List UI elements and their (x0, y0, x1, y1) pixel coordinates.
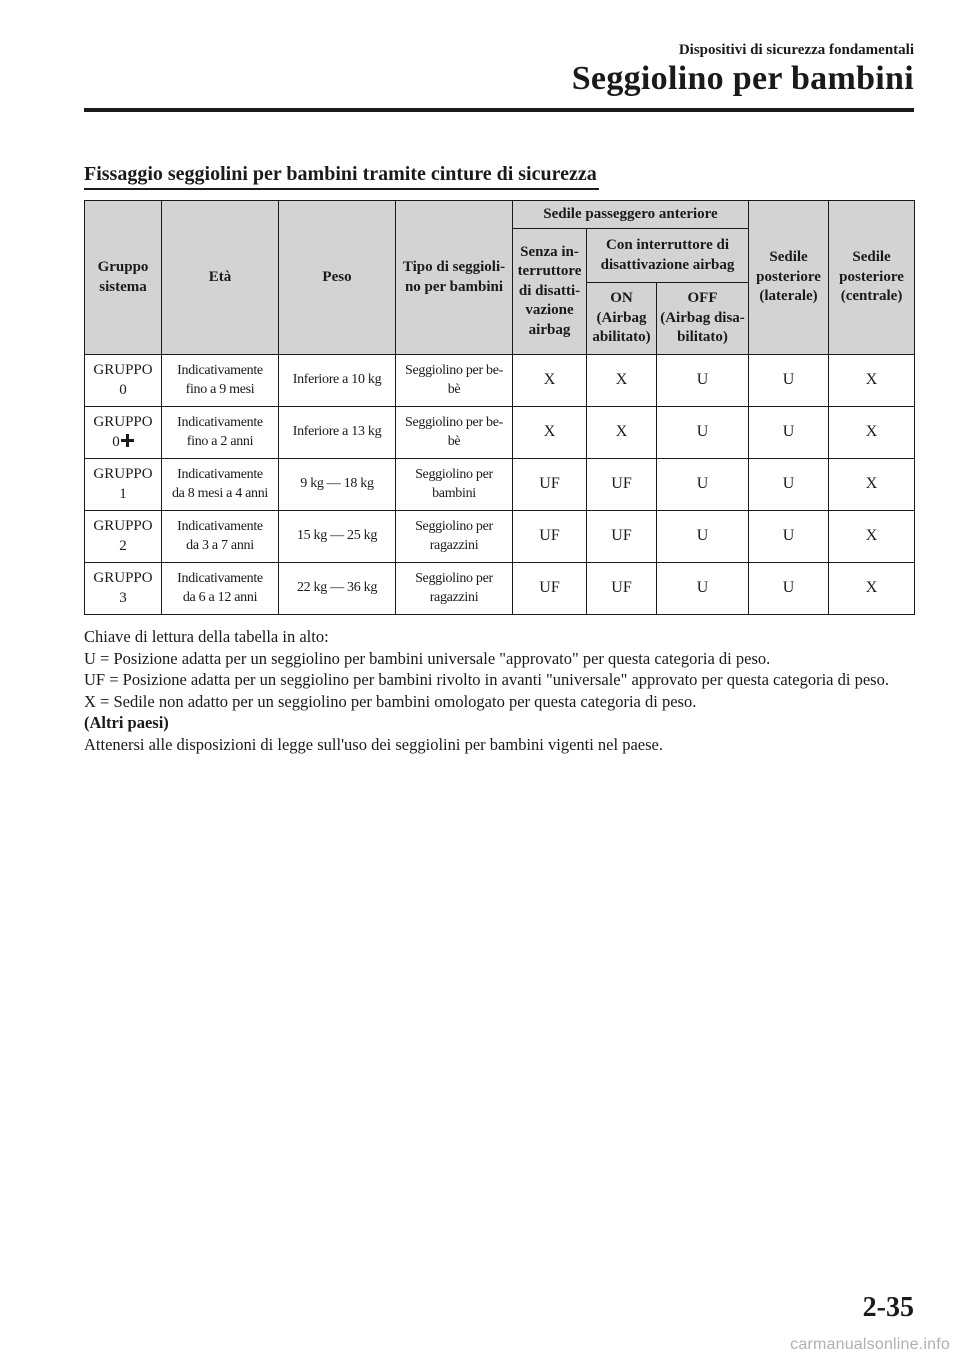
running-header-title: Seggiolino per bambini (571, 60, 914, 97)
cell-on: UF (587, 563, 657, 615)
table-row (85, 563, 915, 615)
cell-off: U (657, 355, 749, 407)
cell-rear-lat: U (749, 407, 829, 459)
header-con-interruttore: Con interruttore di disattivazione airbag (587, 229, 749, 283)
cell-rear-lat: U (749, 511, 829, 563)
cell-gruppo: GRUPPO 3 (85, 563, 162, 615)
cell-senza: UF (513, 459, 587, 511)
cell-rear-lat: U (749, 459, 829, 511)
child-seat-table (84, 200, 915, 615)
cell-peso: 22 kg ― 36 kg (279, 563, 396, 615)
cell-rear-cen: X (829, 511, 915, 563)
cell-eta: Indicativamente da 8 mesi a 4 anni (162, 459, 279, 511)
cell-gruppo: GRUPPO 0 (85, 355, 162, 407)
legend-u: U = Posizione adatta per un seggiolino per bambini universale "approvato" per questa categoria di peso. (84, 648, 771, 668)
cell-tipo: Seggiolino per ragazzini (396, 563, 513, 615)
legend-x: X = Sedile non adatto per un seggiolino per bambini omologato per questa categoria di peso. (84, 691, 697, 711)
cell-gruppo: GRUPPO 0 (85, 407, 162, 459)
cell-eta: Indicativamente da 3 a 7 anni (162, 511, 279, 563)
cell-gruppo: GRUPPO 2 (85, 511, 162, 563)
cell-off: U (657, 459, 749, 511)
header-senza-interruttore: Senza in- terruttore di disatti- vazione airbag (513, 229, 587, 355)
cell-senza: UF (513, 563, 587, 615)
cell-eta: Indicativamente fino a 9 mesi (162, 355, 279, 407)
cell-off: U (657, 511, 749, 563)
cell-off: U (657, 563, 749, 615)
cell-tipo: Seggiolino per ragazzini (396, 511, 513, 563)
cell-senza: X (513, 407, 587, 459)
table-row (85, 407, 915, 459)
cell-rear-lat: U (749, 563, 829, 615)
watermark[interactable]: carmanualsonline.info (790, 1336, 950, 1353)
cell-eta: Indicativamente da 6 a 12 anni (162, 563, 279, 615)
cell-peso: 9 kg ― 18 kg (279, 459, 396, 511)
cell-gruppo: GRUPPO 1 (85, 459, 162, 511)
cell-rear-lat: U (749, 355, 829, 407)
cell-senza: X (513, 355, 587, 407)
header-rear-central: Sedile posteriore (centrale) (829, 201, 915, 355)
cell-tipo: Seggiolino per be- bè (396, 355, 513, 407)
legend-uf: UF = Posizione adatta per un seggiolino per bambini rivolto in avanti "universale" approvato per questa categoria di peso. (84, 670, 889, 689)
cell-rear-cen: X (829, 459, 915, 511)
table-row (85, 459, 915, 511)
running-header-section: Dispositivi di sicurezza fondamentali (678, 42, 914, 58)
cell-on: UF (587, 511, 657, 563)
header-peso: Peso (279, 201, 396, 355)
cell-on: X (587, 407, 657, 459)
table-row (85, 511, 915, 563)
notes (84, 626, 914, 755)
header-gruppo: Gruppo sistema (85, 201, 162, 355)
header-front-seat: Sedile passeggero anteriore (513, 201, 749, 229)
cell-eta: Indicativamente fino a 2 anni (162, 407, 279, 459)
header-airbag-on: ON (Airbag abilitato) (587, 283, 657, 355)
cell-on: X (587, 355, 657, 407)
cell-rear-cen: X (829, 407, 915, 459)
cell-senza: UF (513, 511, 587, 563)
header-tipo: Tipo di seggioli- no per bambini (396, 201, 513, 355)
cell-on: UF (587, 459, 657, 511)
table-body (85, 355, 915, 615)
other-countries-heading: (Altri paesi) (84, 713, 169, 732)
cell-rear-cen: X (829, 355, 915, 407)
header-rear-lateral: Sedile posteriore (laterale) (749, 201, 829, 355)
table-row (85, 355, 915, 407)
cell-off: U (657, 407, 749, 459)
cell-tipo: Seggiolino per be- bè (396, 407, 513, 459)
cell-tipo: Seggiolino per bambini (396, 459, 513, 511)
cell-peso: Inferiore a 13 kg (279, 407, 396, 459)
header-airbag-off: OFF (Airbag disa- bilitato) (657, 283, 749, 355)
cell-peso: Inferiore a 10 kg (279, 355, 396, 407)
cell-peso: 15 kg ― 25 kg (279, 511, 396, 563)
page-number: 2-35 (862, 1292, 914, 1323)
legend-title: Chiave di lettura della tabella in alto: (84, 627, 329, 646)
header-eta: Età (162, 201, 279, 355)
plus-icon (121, 434, 134, 447)
header-rule (84, 108, 914, 112)
other-countries-text: Attenersi alle disposizioni di legge sull'uso dei seggiolini per bambini vigenti nel paese. (84, 734, 663, 754)
cell-rear-cen: X (829, 563, 915, 615)
section-heading: Fissaggio seggiolini per bambini tramite cinture di sicurezza (84, 163, 599, 190)
